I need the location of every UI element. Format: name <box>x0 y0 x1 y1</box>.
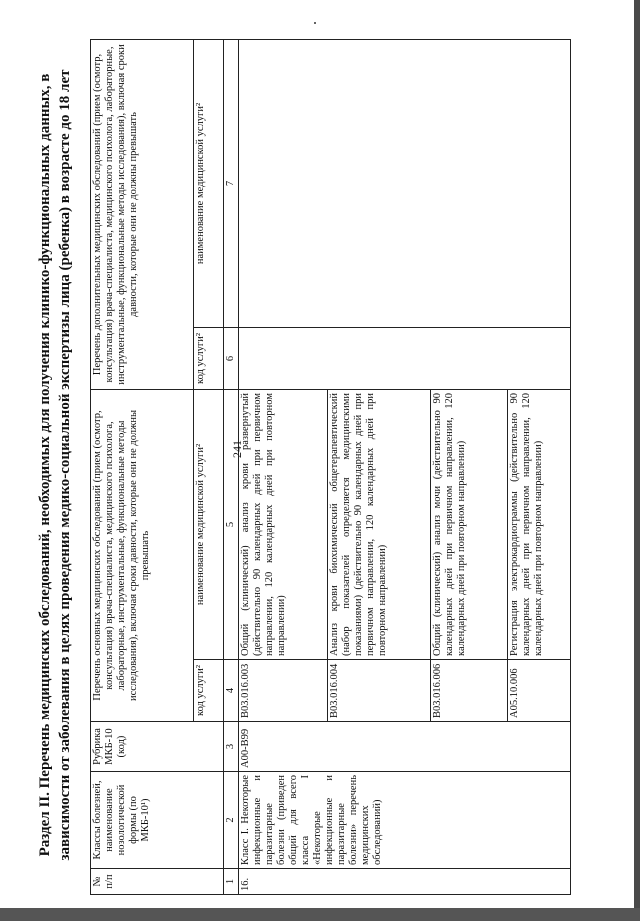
header-rubric: Рубрика МКБ-10 (код) <box>91 722 224 772</box>
header-row <box>91 39 194 894</box>
service-code: B03.016.003 <box>239 660 328 722</box>
heading-line-2: зависимости от заболевания в целях проведения медико-социальной экспертизы лица (ребенка) в возрасте до 18 лет <box>57 69 73 861</box>
col-num-6: 6 <box>224 328 239 390</box>
col-num-2: 2 <box>224 772 239 869</box>
section-heading <box>35 35 75 895</box>
scan-speck <box>314 22 316 24</box>
service-code: B03.016.006 <box>431 660 508 722</box>
col-num-3: 3 <box>224 722 239 772</box>
page-number: 241 <box>230 440 244 458</box>
extra-name-cell <box>239 39 571 327</box>
header-extra-group: Перечень дополнительных медицинских обследований (прием (осмотр, консультация) врача-специалиста, медицинского психолога, лабораторные, инструментальные, функциональные методы исследования), включая сроки давности, которые они не должны превышать <box>91 39 194 389</box>
service-name: Анализ крови биохимический общетерапевтический (набор показателей определяется медицинскими показаниями) (действительно 90 календарных дней при первичном направлении, 120 календарных дней при повторном направлении) <box>328 390 431 660</box>
heading-line-1: Раздел II. Перечень медицинских обследований, необходимых для получения клинико-функциональных данных, в <box>37 73 53 857</box>
col-num-4: 4 <box>224 660 239 722</box>
header-main-group: Перечень основных медицинских обследований (прием (осмотр, консультация) врача-специалиста, медицинского психолога, лабораторные, инструментальные, функциональные методы исследования), включая сроки давности, которые они не должны превышать <box>91 390 194 722</box>
extra-code-cell <box>239 328 571 390</box>
service-name: Регистрация электрокардиограммы (действительно 90 календарных дней при первичном направлении, 120 календарных дней при повторном направлении) <box>508 390 571 660</box>
header-code-extra: код услуги² <box>194 328 224 390</box>
scan-edge-right <box>634 0 640 921</box>
header-name-extra: наименование медицинской услуги² <box>194 39 224 327</box>
header-num: № п/п <box>91 869 224 895</box>
rubric-code: A00-B99 <box>239 722 571 772</box>
service-name: Общий (клинический) анализ крови развернутый (действительно 90 календарных дней при первичном направлении, 120 календарных дней при повторном направлении) <box>239 390 328 660</box>
column-number-row <box>224 39 239 894</box>
row-number: 16. <box>239 869 571 895</box>
disease-class: Класс I. Некоторые инфекционные и паразитарные болезни (приведен общий для всего класса I «Некоторые инфекционные и паразитарные болезни» перечень медицинских обследований) <box>239 772 571 869</box>
service-code: A05.10.006 <box>508 660 571 722</box>
col-num-5: 5 <box>224 390 239 660</box>
service-code: B03.016.004 <box>328 660 431 722</box>
header-classes: Классы болезней, наименование нозологической формы (по МКБ-10¹) <box>91 772 224 869</box>
col-num-1: 1 <box>224 869 239 895</box>
scan-edge-bottom <box>0 908 640 921</box>
rotated-sheet <box>35 35 615 895</box>
header-code-main: код услуги² <box>194 660 224 722</box>
examinations-table <box>90 39 571 895</box>
table-row <box>239 39 328 894</box>
col-num-7: 7 <box>224 39 239 327</box>
header-name-main: наименование медицинской услуги² <box>194 390 224 660</box>
service-name: Общий (клинический) анализ мочи (действительно 90 календарных дней при первичном направлении, 120 календарных дней при повторном направлении) <box>431 390 508 660</box>
